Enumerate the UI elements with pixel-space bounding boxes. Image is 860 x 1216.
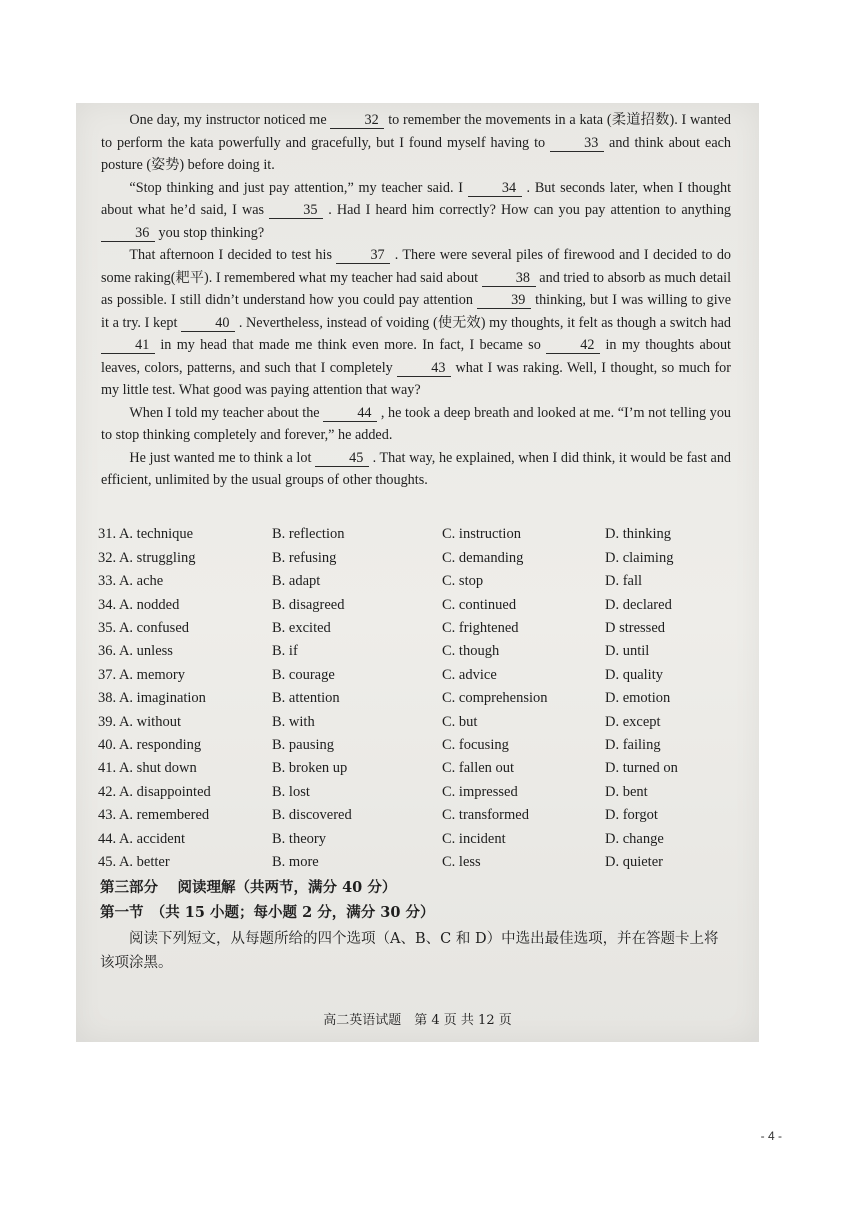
blank-40: 40 [181, 315, 235, 332]
option-a: 35. A. confused [98, 620, 190, 636]
option-row [98, 850, 734, 873]
option-d: D. claiming [605, 549, 674, 566]
option-d: D. fall [605, 573, 643, 590]
option-row [98, 523, 734, 546]
option-d: D stressed [605, 620, 666, 636]
section-heading-part-three: 第三部分 阅读理解（共两节，满分 40 分） [100, 879, 397, 896]
option-row [98, 734, 734, 757]
option-a: 33. A. ache [98, 573, 164, 590]
answer-options-list [98, 523, 734, 874]
option-a: 38. A. imagination [98, 690, 206, 707]
page-number: - 4 - [760, 1129, 782, 1143]
option-d: D. except [605, 713, 661, 730]
option-c: C. incident [442, 830, 506, 847]
option-a: 34. A. nodded [98, 596, 180, 613]
blank-41: 41 [101, 337, 155, 354]
scanned-page-photo [76, 103, 759, 1042]
option-row [98, 780, 734, 803]
option-d: D. change [605, 830, 664, 847]
option-a: 40. A. responding [98, 736, 202, 753]
option-b: B. courage [272, 666, 335, 683]
option-c: C. though [442, 643, 500, 660]
option-a: 45. A. better [98, 853, 170, 870]
option-b: B. excited [272, 620, 331, 636]
option-b: B. attention [272, 690, 340, 707]
option-d: D. quality [605, 666, 663, 683]
option-row [98, 710, 734, 733]
passage-paragraph-3: That afternoon I decided to test his 37 . There were several piles of firewood and I decided to do some raking(耙平). I remembered what my teacher had said about 38 and tried to absorb as much detail as possible. I still didn’t understand how you could pay attention 39 thinking, but I was willing to give it a try. I kept 40 . Nevertheless, instead of voiding (使无效) my thoughts, it felt as though a switch had 41 in my head that made me think even more. In fact, I became so 42 in my thoughts about leaves, colors, patterns, and such that I completely 43 what I was raking. Well, I thought, so much for my little test. What good was paying attention that way? [101, 247, 732, 398]
option-d: D. thinking [605, 526, 672, 543]
option-row [98, 546, 734, 569]
option-a: 31. A. technique [98, 526, 194, 543]
option-c: C. frightened [442, 620, 519, 636]
option-a: 44. A. accident [98, 830, 185, 847]
option-d: D. forgot [605, 807, 658, 824]
section-instruction: 阅读下列短文，从每题所给的四个选项（A、B、C 和 D）中选出最佳选项，并在答题卡上将该项涂黑。 [100, 931, 719, 971]
option-b: B. lost [272, 783, 310, 800]
blank-36: 36 [101, 225, 155, 242]
option-d: D. bent [605, 783, 648, 800]
option-c: C. advice [442, 666, 497, 683]
option-c: C. comprehension [442, 690, 548, 707]
option-row [98, 640, 734, 663]
option-row [98, 663, 734, 686]
option-b: B. disagreed [272, 596, 345, 613]
option-a: 32. A. struggling [98, 549, 196, 566]
option-row [98, 593, 734, 616]
blank-34: 34 [468, 180, 522, 197]
option-row [98, 827, 734, 850]
option-b: B. discovered [272, 807, 352, 824]
option-a: 36. A. unless [98, 643, 173, 660]
passage-paragraph-4: When I told my teacher about the 44 , he took a deep breath and looked at me. “I’m not telling you to stop thinking completely and forever,” he added. [101, 404, 732, 443]
option-a: 43. A. remembered [98, 807, 210, 824]
option-d: D. emotion [605, 690, 671, 707]
blank-43: 43 [397, 360, 451, 377]
blank-38: 38 [482, 270, 536, 287]
option-a: 39. A. without [98, 713, 181, 730]
option-b: B. adapt [272, 573, 321, 590]
option-b: B. if [272, 643, 298, 660]
passage-paragraph-2: “Stop thinking and just pay attention,” my teacher said. I 34 . But seconds later, when I thought about what he’d said, I was 35 . Had I heard him correctly? How can you pay attention to anything 36 you stop thinking? [101, 179, 732, 241]
option-d: D. failing [605, 736, 661, 753]
option-c: C. but [442, 713, 478, 730]
option-row [98, 804, 734, 827]
option-d: D. declared [605, 596, 672, 613]
blank-45: 45 [315, 450, 369, 467]
option-b: B. theory [272, 830, 326, 847]
option-b: B. broken up [272, 760, 348, 777]
option-c: C. impressed [442, 783, 518, 800]
passage-paragraph-5: He just wanted me to think a lot 45 . That way, he explained, when I did think, it would be fast and efficient, unlimited by the usual groups of other thoughts. [101, 449, 732, 488]
blank-33: 33 [550, 135, 604, 152]
option-b: B. refusing [272, 549, 337, 566]
option-c: C. less [442, 853, 481, 870]
option-a: 42. A. disappointed [98, 783, 211, 800]
option-c: C. instruction [442, 526, 521, 543]
option-d: D. turned on [605, 760, 678, 777]
option-c: C. focusing [442, 736, 509, 753]
option-row [98, 757, 734, 780]
blank-44: 44 [323, 405, 377, 422]
option-c: C. stop [442, 573, 484, 590]
option-c: C. transformed [442, 807, 529, 824]
option-b: B. more [272, 853, 319, 870]
option-c: C. continued [442, 596, 517, 613]
blank-42: 42 [546, 337, 600, 354]
option-row [98, 687, 734, 710]
option-b: B. with [272, 713, 315, 730]
blank-37: 37 [336, 247, 390, 264]
option-a: 41. A. shut down [98, 760, 197, 777]
option-c: C. demanding [442, 549, 524, 566]
page-footer: 高二英语试题 第 4 页 共 12 页 [323, 1013, 512, 1028]
blank-32: 32 [330, 112, 384, 129]
blank-35: 35 [269, 202, 323, 219]
option-b: B. reflection [272, 526, 345, 543]
option-c: C. fallen out [442, 760, 515, 777]
option-row [98, 617, 734, 640]
passage-paragraph-1: One day, my instructor noticed me 32 to remember the movements in a kata (柔道招数). I wanted to perform the kata powerfully and gracefully, but I found myself having to 33 and think about each posture (姿势) before doing it. [101, 112, 732, 173]
option-a: 37. A. memory [98, 666, 185, 683]
option-row [98, 570, 734, 593]
option-b: B. pausing [272, 736, 335, 753]
section-heading-subsection-one: 第一节 （共 15 小题；每小题 2 分，满分 30 分） [100, 904, 435, 921]
option-d: D. until [605, 643, 650, 660]
cloze-passage [101, 109, 731, 492]
option-d: D. quieter [605, 853, 663, 870]
blank-39: 39 [477, 292, 531, 309]
